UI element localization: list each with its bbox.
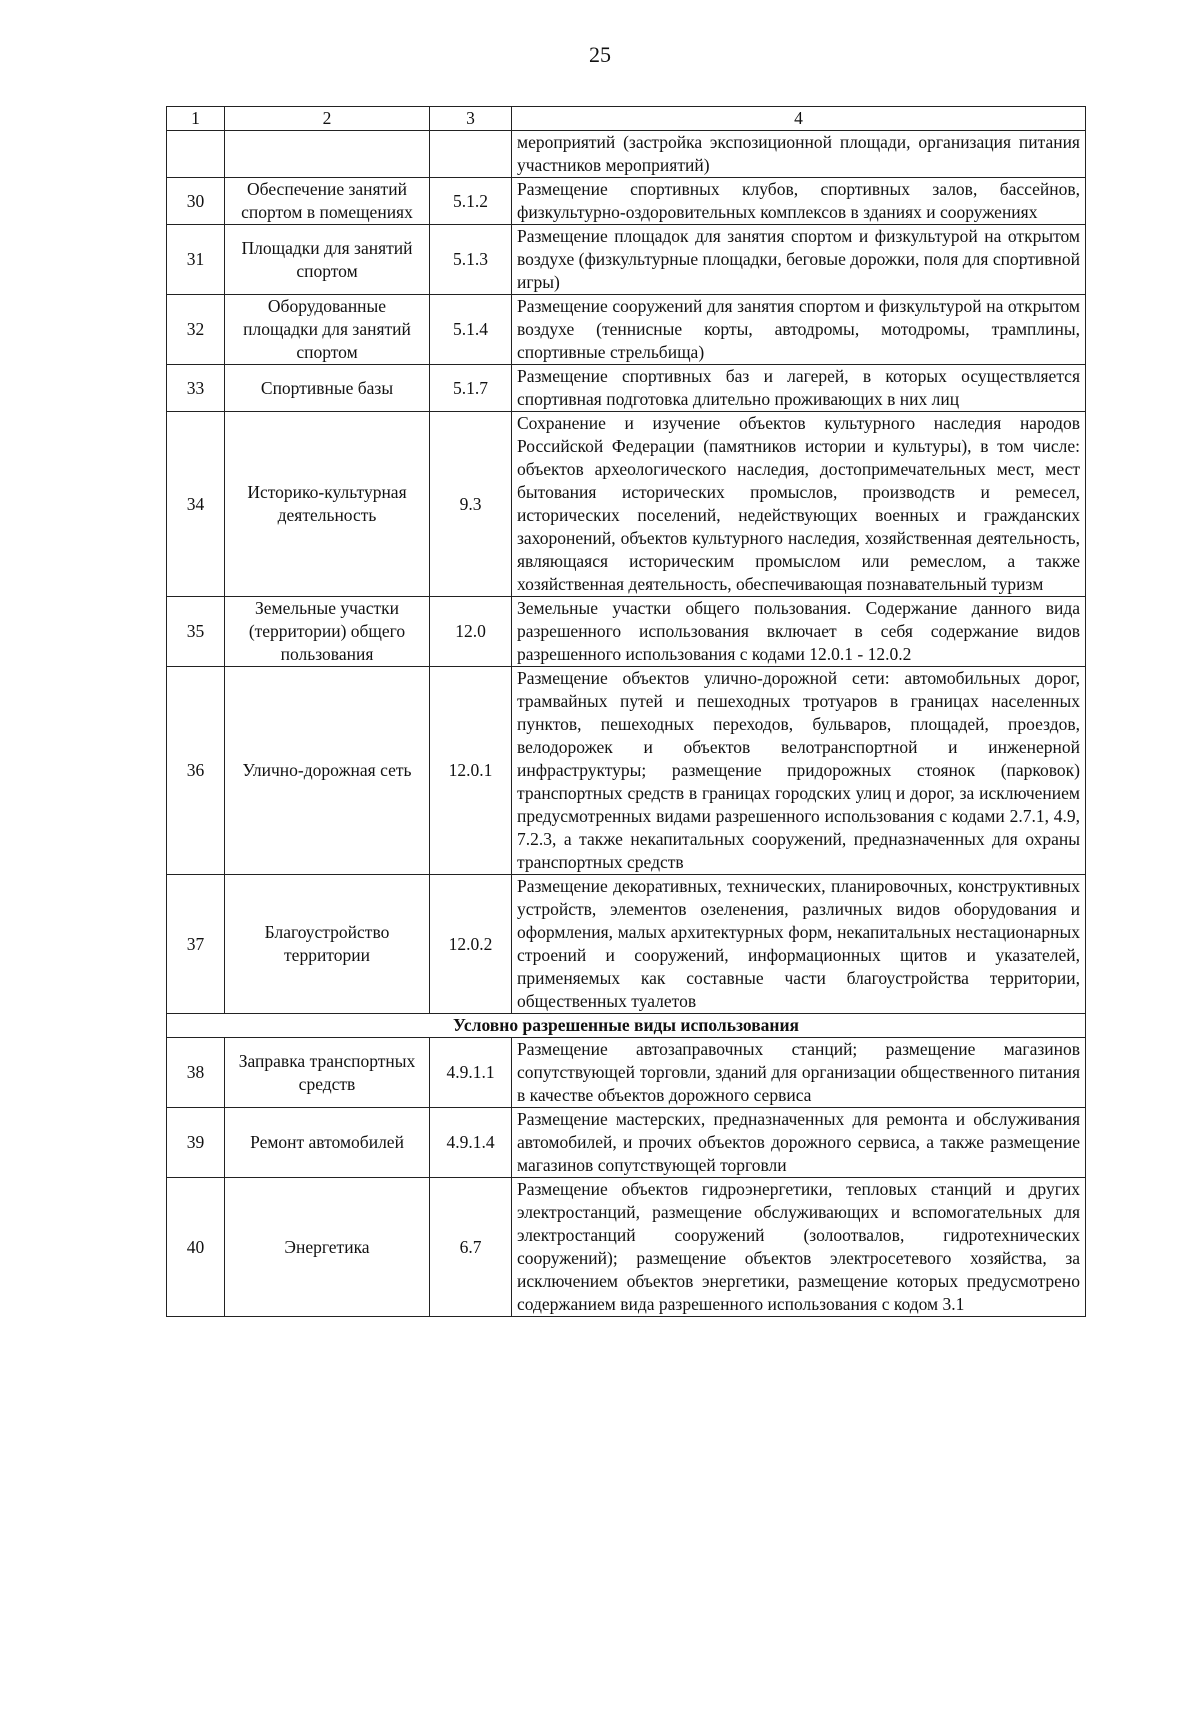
table-row — [167, 412, 1086, 597]
row-number: 33 — [167, 365, 225, 412]
row-description: Размещение декоративных, технических, планировочных, конструктивных устройств, элементов озеленения, различных видов оборудования и оформления, малых архитектурных форм, некапитальных нестационарных строений и сооружений, информационных щитов и указателей, применяемых как составные части благоустройства территории, общественных туалетов — [512, 875, 1086, 1014]
column-header: 3 — [430, 107, 512, 131]
row-code: 12.0.1 — [430, 667, 512, 875]
table-header-row — [167, 107, 1086, 131]
row-name: Заправка транспортных средств — [225, 1038, 430, 1108]
row-description: Размещение площадок для занятия спортом и физкультурой на открытом воздухе (физкультурные площадки, беговые дорожки, поля для спортивной игры) — [512, 225, 1086, 295]
row-description: Земельные участки общего пользования. Содержание данного вида разрешенного использования включает в себя содержание видов разрешенного использования с кодами 12.0.1 - 12.0.2 — [512, 597, 1086, 667]
row-name: Энергетика — [225, 1178, 430, 1317]
column-header: 4 — [512, 107, 1086, 131]
row-code: 5.1.3 — [430, 225, 512, 295]
section-header-row — [167, 1014, 1086, 1038]
row-number: 31 — [167, 225, 225, 295]
row-number: 32 — [167, 295, 225, 365]
column-header: 2 — [225, 107, 430, 131]
row-description: Размещение автозаправочных станций; размещение магазинов сопутствующей торговли, зданий для организации общественного питания в качестве объектов дорожного сервиса — [512, 1038, 1086, 1108]
column-header: 1 — [167, 107, 225, 131]
row-name: Спортивные базы — [225, 365, 430, 412]
row-code: 9.3 — [430, 412, 512, 597]
table-row — [167, 875, 1086, 1014]
row-number: 36 — [167, 667, 225, 875]
row-code: 12.0.2 — [430, 875, 512, 1014]
row-name — [225, 131, 430, 178]
row-number: 40 — [167, 1178, 225, 1317]
row-name: Площадки для занятий спортом — [225, 225, 430, 295]
row-name: Обеспечение занятий спортом в помещениях — [225, 178, 430, 225]
table-row — [167, 295, 1086, 365]
row-name: Историко-культурная деятельность — [225, 412, 430, 597]
row-code — [430, 131, 512, 178]
row-number: 35 — [167, 597, 225, 667]
table-row — [167, 597, 1086, 667]
table-row — [167, 1038, 1086, 1108]
row-code: 5.1.4 — [430, 295, 512, 365]
table-body — [167, 107, 1086, 1317]
table-row — [167, 178, 1086, 225]
row-code: 12.0 — [430, 597, 512, 667]
row-code: 5.1.2 — [430, 178, 512, 225]
row-description: Размещение мастерских, предназначенных для ремонта и обслуживания автомобилей, и прочих объектов дорожного сервиса, а также размещение магазинов сопутствующей торговли — [512, 1108, 1086, 1178]
row-number — [167, 131, 225, 178]
row-name: Оборудованные площадки для занятий спортом — [225, 295, 430, 365]
table-row — [167, 667, 1086, 875]
row-name: Благоустройство территории — [225, 875, 430, 1014]
row-name: Улично-дорожная сеть — [225, 667, 430, 875]
row-number: 39 — [167, 1108, 225, 1178]
row-number: 30 — [167, 178, 225, 225]
row-description: Размещение объектов улично-дорожной сети: автомобильных дорог, трамвайных путей и пешеходных тротуаров в границах населенных пунктов, пешеходных переходов, бульваров, площадей, проездов, велодорожек и объектов велотранспортной и инженерной инфраструктуры; размещение придорожных стоянок (парковок) транспортных средств в границах городских улиц и дорог, за исключением предусмотренных видами разрешенного использования с кодами 2.7.1, 4.9, 7.2.3, а также некапитальных сооружений, предназначенных для охраны транспортных средств — [512, 667, 1086, 875]
land-use-table — [166, 106, 1086, 1317]
section-title: Условно разрешенные виды использования — [167, 1014, 1086, 1038]
row-number: 38 — [167, 1038, 225, 1108]
table-row — [167, 1178, 1086, 1317]
table-row — [167, 365, 1086, 412]
row-code: 4.9.1.1 — [430, 1038, 512, 1108]
row-description: Размещение спортивных баз и лагерей, в которых осуществляется спортивная подготовка длительно проживающих в них лиц — [512, 365, 1086, 412]
row-name: Земельные участки (территории) общего пользования — [225, 597, 430, 667]
table-row-continuation — [167, 131, 1086, 178]
row-description: Размещение сооружений для занятия спортом и физкультурой на открытом воздухе (теннисные корты, автодромы, мотодромы, трамплины, спортивные стрельбища) — [512, 295, 1086, 365]
table-row — [167, 225, 1086, 295]
row-description: Размещение спортивных клубов, спортивных залов, бассейнов, физкультурно-оздоровительных комплексов в зданиях и сооружениях — [512, 178, 1086, 225]
row-number: 37 — [167, 875, 225, 1014]
row-name: Ремонт автомобилей — [225, 1108, 430, 1178]
row-code: 5.1.7 — [430, 365, 512, 412]
row-code: 4.9.1.4 — [430, 1108, 512, 1178]
table-row — [167, 1108, 1086, 1178]
row-description: Сохранение и изучение объектов культурного наследия народов Российской Федерации (памятников истории и культуры), в том числе: объектов археологического наследия, достопримечательных мест, мест бытования исторических промыслов, производств и ремесел, исторических поселений, недействующих военных и гражданских захоронений, объектов культурного наследия, хозяйственная деятельность, являющаяся историческим промыслом или ремеслом, а также хозяйственная деятельность, обеспечивающая познавательный туризм — [512, 412, 1086, 597]
row-description: мероприятий (застройка экспозиционной площади, организация питания участников мероприятий) — [512, 131, 1086, 178]
row-description: Размещение объектов гидроэнергетики, тепловых станций и других электростанций, размещение обслуживающих и вспомогательных для электростанций сооружений (золоотвалов, гидротехнических сооружений); размещение объектов электросетевого хозяйства, за исключением объектов энергетики, размещение которых предусмотрено содержанием вида разрешенного использования с кодом 3.1 — [512, 1178, 1086, 1317]
row-code: 6.7 — [430, 1178, 512, 1317]
page-number: 25 — [589, 42, 611, 67]
row-number: 34 — [167, 412, 225, 597]
